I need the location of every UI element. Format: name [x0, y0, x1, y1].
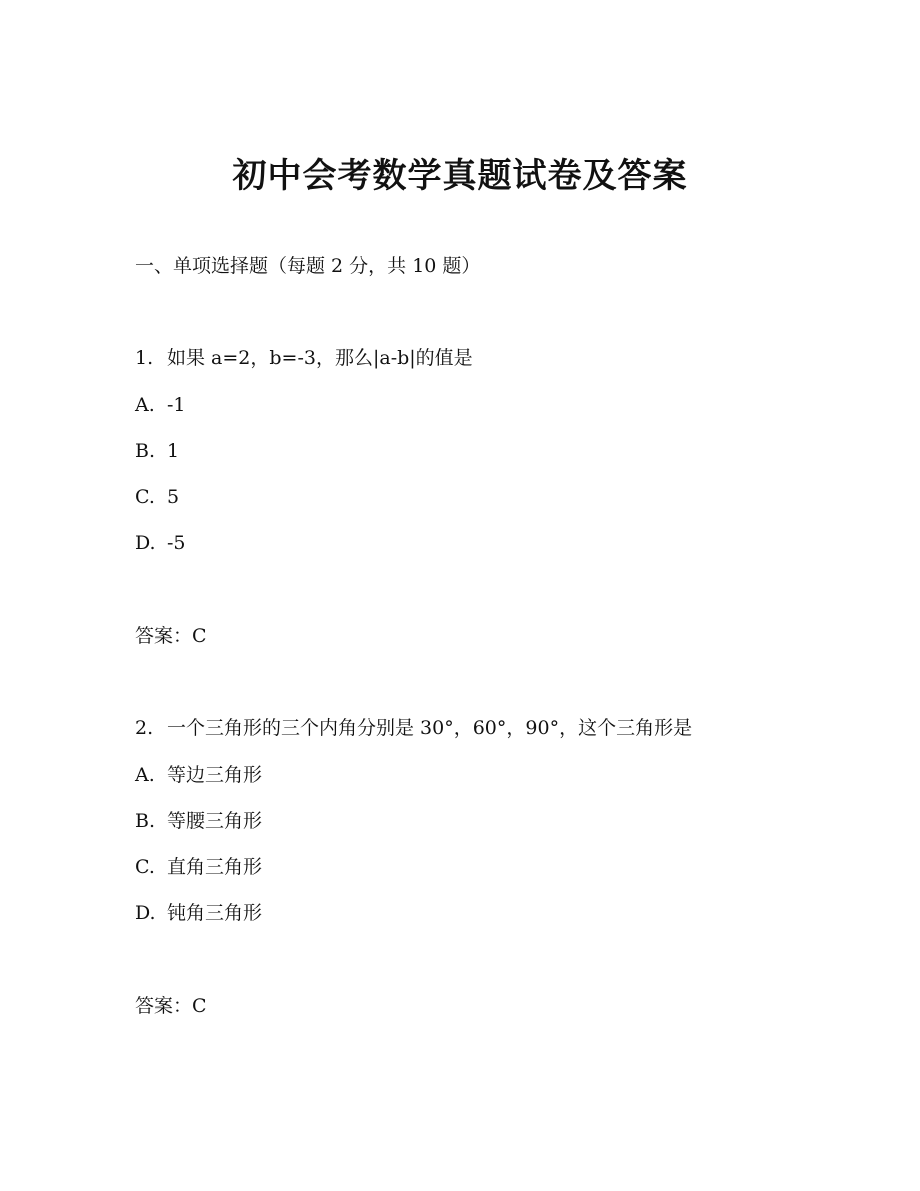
option-text: 5 [167, 486, 180, 508]
question-2-option-c [135, 853, 262, 881]
question-1-option-b [135, 437, 179, 465]
question-1-option-a [135, 391, 186, 419]
page-title: 初中会考数学真题试卷及答案 [232, 156, 688, 196]
option-letter: B. [135, 810, 156, 832]
option-letter: A. [135, 764, 155, 786]
question-1-stem [135, 344, 473, 372]
question-1-option-c [135, 483, 179, 511]
option-text: -1 [167, 394, 186, 416]
question-2-stem [135, 714, 692, 742]
question-number: 1. [135, 347, 154, 369]
option-letter: C. [135, 856, 155, 878]
question-2-answer: 答案：C [135, 995, 207, 1017]
question-1-answer: 答案：C [135, 625, 207, 647]
option-text: 1 [167, 440, 180, 462]
option-letter: A. [135, 394, 155, 416]
question-2-option-b [135, 807, 262, 835]
section-heading: 一、单项选择题（每题 2 分，共 10 题） [135, 255, 481, 277]
option-text: 直角三角形 [167, 856, 263, 878]
option-letter: C. [135, 486, 155, 508]
option-text: 钝角三角形 [167, 902, 263, 924]
question-number: 2. [135, 717, 154, 739]
option-letter: D. [135, 532, 156, 554]
question-text: 如果 a=2，b=-3，那么|a-b|的值是 [167, 347, 473, 369]
option-letter: D. [135, 902, 156, 924]
option-text: 等腰三角形 [167, 810, 263, 832]
option-text: 等边三角形 [167, 764, 263, 786]
question-2-option-d [135, 899, 262, 927]
question-1-option-d [135, 529, 186, 557]
question-text: 一个三角形的三个内角分别是 30°，60°，90°，这个三角形是 [167, 717, 693, 739]
question-2-option-a [135, 761, 262, 789]
option-text: -5 [167, 532, 186, 554]
option-letter: B. [135, 440, 156, 462]
